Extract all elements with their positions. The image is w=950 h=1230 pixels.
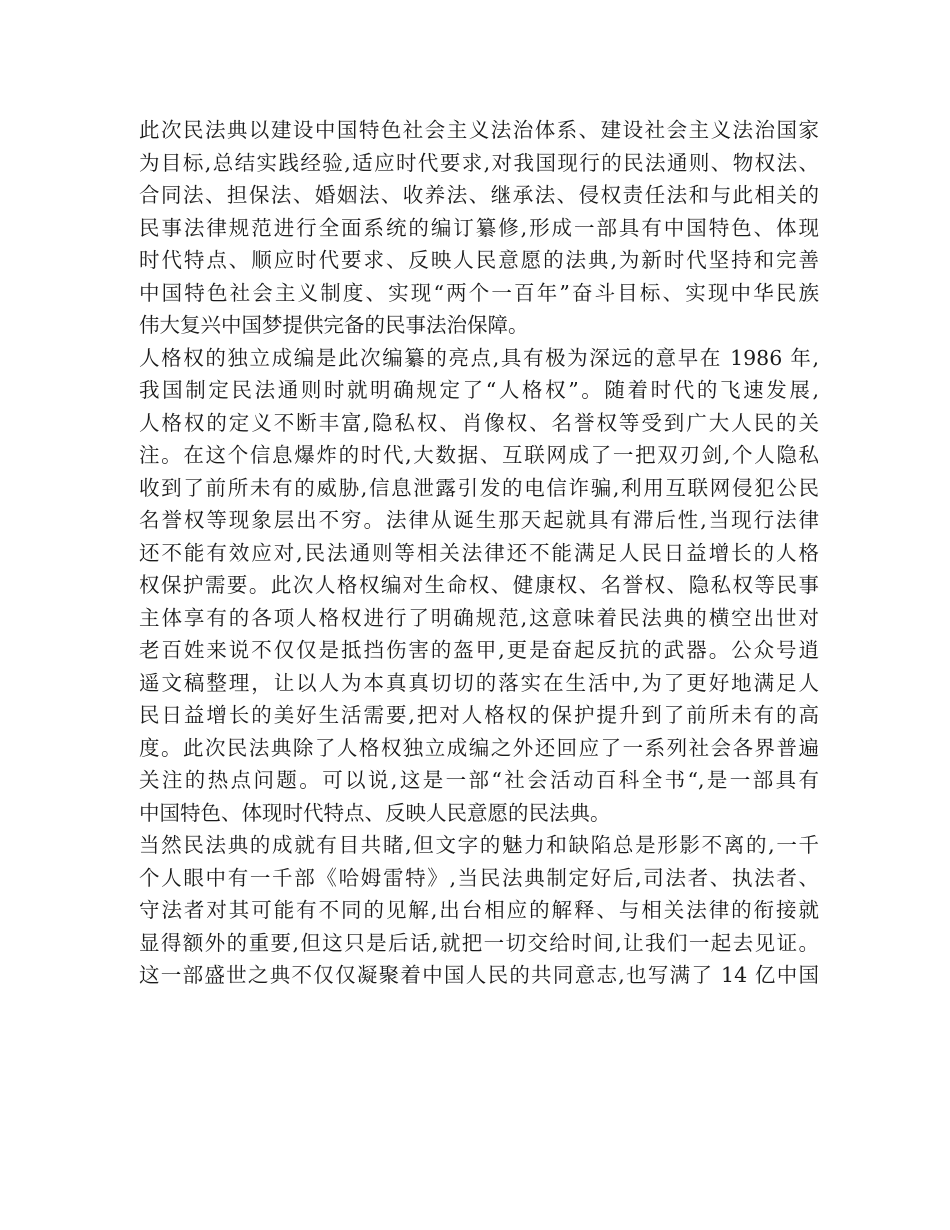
text-line: 这一部盛世之典不仅仅凝聚着中国人民的共同意志,也写满了 14 亿中国 [139,963,819,987]
text-line: 为目标,总结实践经验,适应时代要求,对我国现行的民法通则、物权法、 [139,150,819,175]
text-line: 当然民法典的成就有目共睹,但文字的魅力和缺陷总是形影不离的,一千 [139,833,819,857]
text-line: 人格权的定义不断丰富,隐私权、肖像权、名誉权等受到广大人民的关 [139,410,819,435]
text-line: 主体享有的各项人格权进行了明确规范,这意味着民法典的横空出世对 [139,605,819,630]
document-body [139,114,819,992]
text-line: 个人眼中有一千部《哈姆雷特》,当民法典制定好后,司法者、执法者、 [139,865,819,890]
text-line: 时代特点、顺应时代要求、反映人民意愿的法典,为新时代坚持和完善 [139,248,819,272]
paragraph-2 [139,342,819,830]
text-line: 民日益增长的美好生活需要,把对人格权的保护提升到了前所未有的高 [139,703,819,727]
text-line: 权保护需要。此次人格权编对生命权、健康权、名誉权、隐私权等民事 [139,573,819,597]
paragraph-3 [139,829,819,992]
text-line: 老百姓来说不仅仅是抵挡伤害的盔甲,更是奋起反抗的武器。公众号逍 [139,638,819,662]
text-line: 此次民法典以建设中国特色社会主义法治体系、建设社会主义法治国家 [139,118,819,142]
text-line: 我国制定民法通则时就明确规定了“人格权”。随着时代的飞速发展, [139,378,819,402]
text-line: 合同法、担保法、婚姻法、收养法、继承法、侵权责任法和与此相关的 [139,183,819,207]
paragraph-1 [139,114,819,342]
text-line: 显得额外的重要,但这只是后话,就把一切交给时间,让我们一起去见证。 [139,930,819,955]
text-line: 中国特色、体现时代特点、反映人民意愿的民法典。 [139,800,611,825]
text-line: 注。在这个信息爆炸的时代,大数据、互联网成了一把双刃剑,个人隐私 [139,443,819,467]
text-line: 人格权的独立成编是此次编纂的亮点,具有极为深远的意早在 1986 年, [139,345,819,370]
text-line: 中国特色社会主义制度、实现“两个一百年”奋斗目标、实现中华民族 [139,280,819,305]
text-line: 遥文稿整理，让以人为本真真切切的落实在生活中,为了更好地满足人 [139,670,819,695]
text-line: 度。此次民法典除了人格权独立成编之外还回应了一系列社会各界普遍 [139,735,819,760]
text-line: 民事法律规范进行全面系统的编订纂修,形成一部具有中国特色、体现 [139,215,819,240]
text-line: 守法者对其可能有不同的见解,出台相应的解释、与相关法律的衔接就 [139,898,819,922]
text-line: 伟大复兴中国梦提供完备的民事法治保障。 [139,313,529,337]
text-line: 关注的热点问题。可以说,这是一部“社会活动百科全书“,是一部具有 [139,768,819,792]
text-line: 收到了前所未有的威胁,信息泄露引发的电信诈骗,利用互联网侵犯公民 [139,475,819,500]
text-line: 还不能有效应对,民法通则等相关法律还不能满足人民日益增长的人格 [139,540,819,565]
text-line: 名誉权等现象层出不穷。法律从诞生那天起就具有滞后性,当现行法律 [139,508,819,532]
